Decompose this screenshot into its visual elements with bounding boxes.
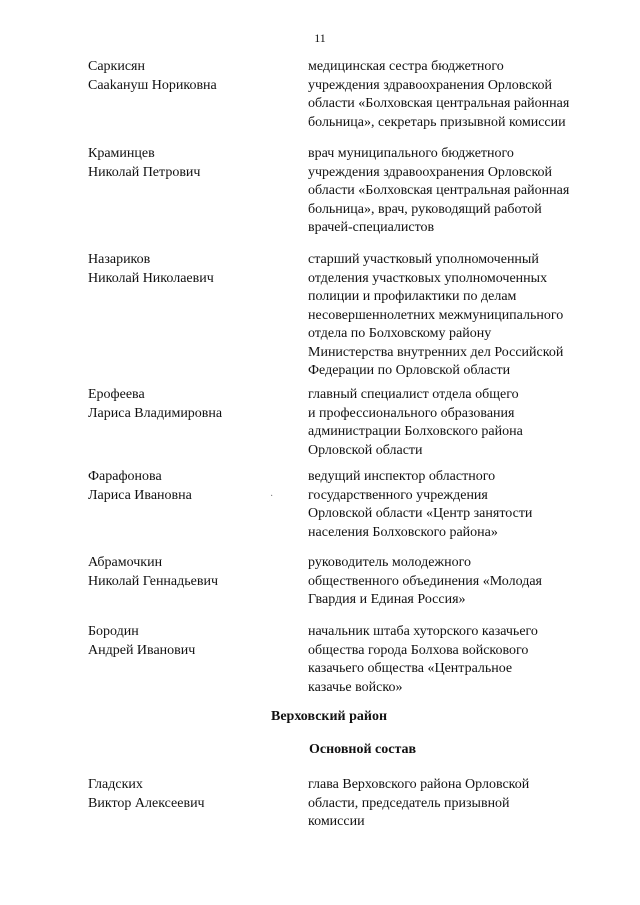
role-line: общественного объединения «Молодая: [308, 573, 542, 589]
role-line: учреждения здравоохранения Орловской: [308, 164, 553, 180]
page-number: 11: [314, 31, 326, 45]
role-line: старший участковый уполномоченный: [308, 252, 539, 267]
role-line: полиции и профилактики по делам: [308, 289, 517, 304]
role-line: врачей-специалистов: [308, 220, 435, 235]
member-name: [88, 145, 288, 182]
member-role: [308, 58, 608, 132]
role-line: области «Болховская центральная районная: [308, 96, 570, 111]
member-name: [88, 776, 288, 813]
member-role: [308, 776, 608, 832]
role-line: комиссии: [308, 814, 365, 829]
member-given-names: Николай Петрович: [88, 164, 201, 180]
role-line: Орловской области: [308, 442, 423, 458]
role-line: администрации Болховского района: [308, 424, 523, 439]
role-line: Гвардия и Единая Россия»: [308, 592, 466, 607]
member-role: [308, 145, 608, 238]
role-line: Федерации по Орловской области: [308, 363, 511, 378]
role-line: области, председатель призывной: [308, 795, 510, 811]
role-line: руководитель молодежного: [308, 555, 471, 570]
role-line: и профессионального образования: [308, 405, 515, 421]
member-role: [308, 251, 608, 381]
role-line: казачье войско»: [308, 679, 403, 695]
member-given-names: Николай Геннадьевич: [88, 573, 219, 589]
role-line: начальник штаба хуторского казачьего: [308, 624, 538, 639]
member-surname: Краминцев: [88, 146, 155, 161]
member-name: [88, 386, 288, 423]
member-name: [88, 623, 288, 660]
member-given-names: Виктор Алексеевич: [88, 795, 205, 811]
member-surname: Назариков: [88, 252, 151, 267]
member-surname: Фарафонова: [88, 469, 162, 484]
role-line: несовершеннолетних межмуниципального: [308, 307, 564, 323]
role-line: учреждения здравоохранения Орловской: [308, 77, 553, 93]
section-heading: Основной состав: [309, 742, 417, 757]
member-role: [308, 554, 608, 610]
member-surname: Бородин: [88, 624, 139, 639]
member-surname: Абрамочкин: [88, 555, 163, 570]
role-line: общества города Болхова войскового: [308, 642, 529, 658]
member-name: [88, 58, 288, 95]
member-name: [88, 251, 288, 288]
member-role: [308, 468, 608, 542]
role-line: казачьего общества «Центральное: [308, 661, 513, 676]
role-line: больница», врач, руководящий работой: [308, 201, 542, 217]
role-line: области «Болховская центральная районная: [308, 183, 570, 198]
role-line: населения Болховского района»: [308, 524, 498, 540]
member-role: [308, 623, 608, 697]
role-line: главный специалист отдела общего: [308, 387, 519, 402]
member-surname: Саркисян: [88, 59, 145, 74]
district-heading: Верховский район: [271, 709, 388, 724]
role-line: глава Верховского района Орловской: [308, 777, 530, 792]
role-line: отделения участковых уполномоченных: [308, 270, 548, 286]
role-line: врач муниципального бюджетного: [308, 146, 514, 161]
member-given-names: Лариса Владимировна: [88, 405, 223, 421]
scan-speck: ·: [270, 491, 274, 502]
role-line: отдела по Болховскому району: [308, 326, 492, 341]
member-given-names: Андрей Иванович: [88, 642, 196, 658]
member-surname: Ерофеева: [88, 387, 145, 402]
role-line: Министерства внутренних дел Российской: [308, 344, 564, 360]
role-line: ведущий инспектор областного: [308, 469, 496, 484]
role-line: Орловской области «Центр занятости: [308, 506, 533, 521]
member-surname: Гладских: [88, 777, 143, 792]
member-given-names: Сааkануш Нориковна: [88, 77, 217, 93]
member-name: [88, 468, 288, 505]
role-line: медицинская сестра бюджетного: [308, 59, 504, 74]
role-line: государственного учреждения: [308, 487, 488, 503]
role-line: больница», секретарь призывной комиссии: [308, 114, 566, 130]
member-role: [308, 386, 608, 460]
member-name: [88, 554, 288, 591]
member-given-names: Лариса Ивановна: [88, 487, 192, 503]
member-given-names: Николай Николаевич: [88, 270, 214, 286]
